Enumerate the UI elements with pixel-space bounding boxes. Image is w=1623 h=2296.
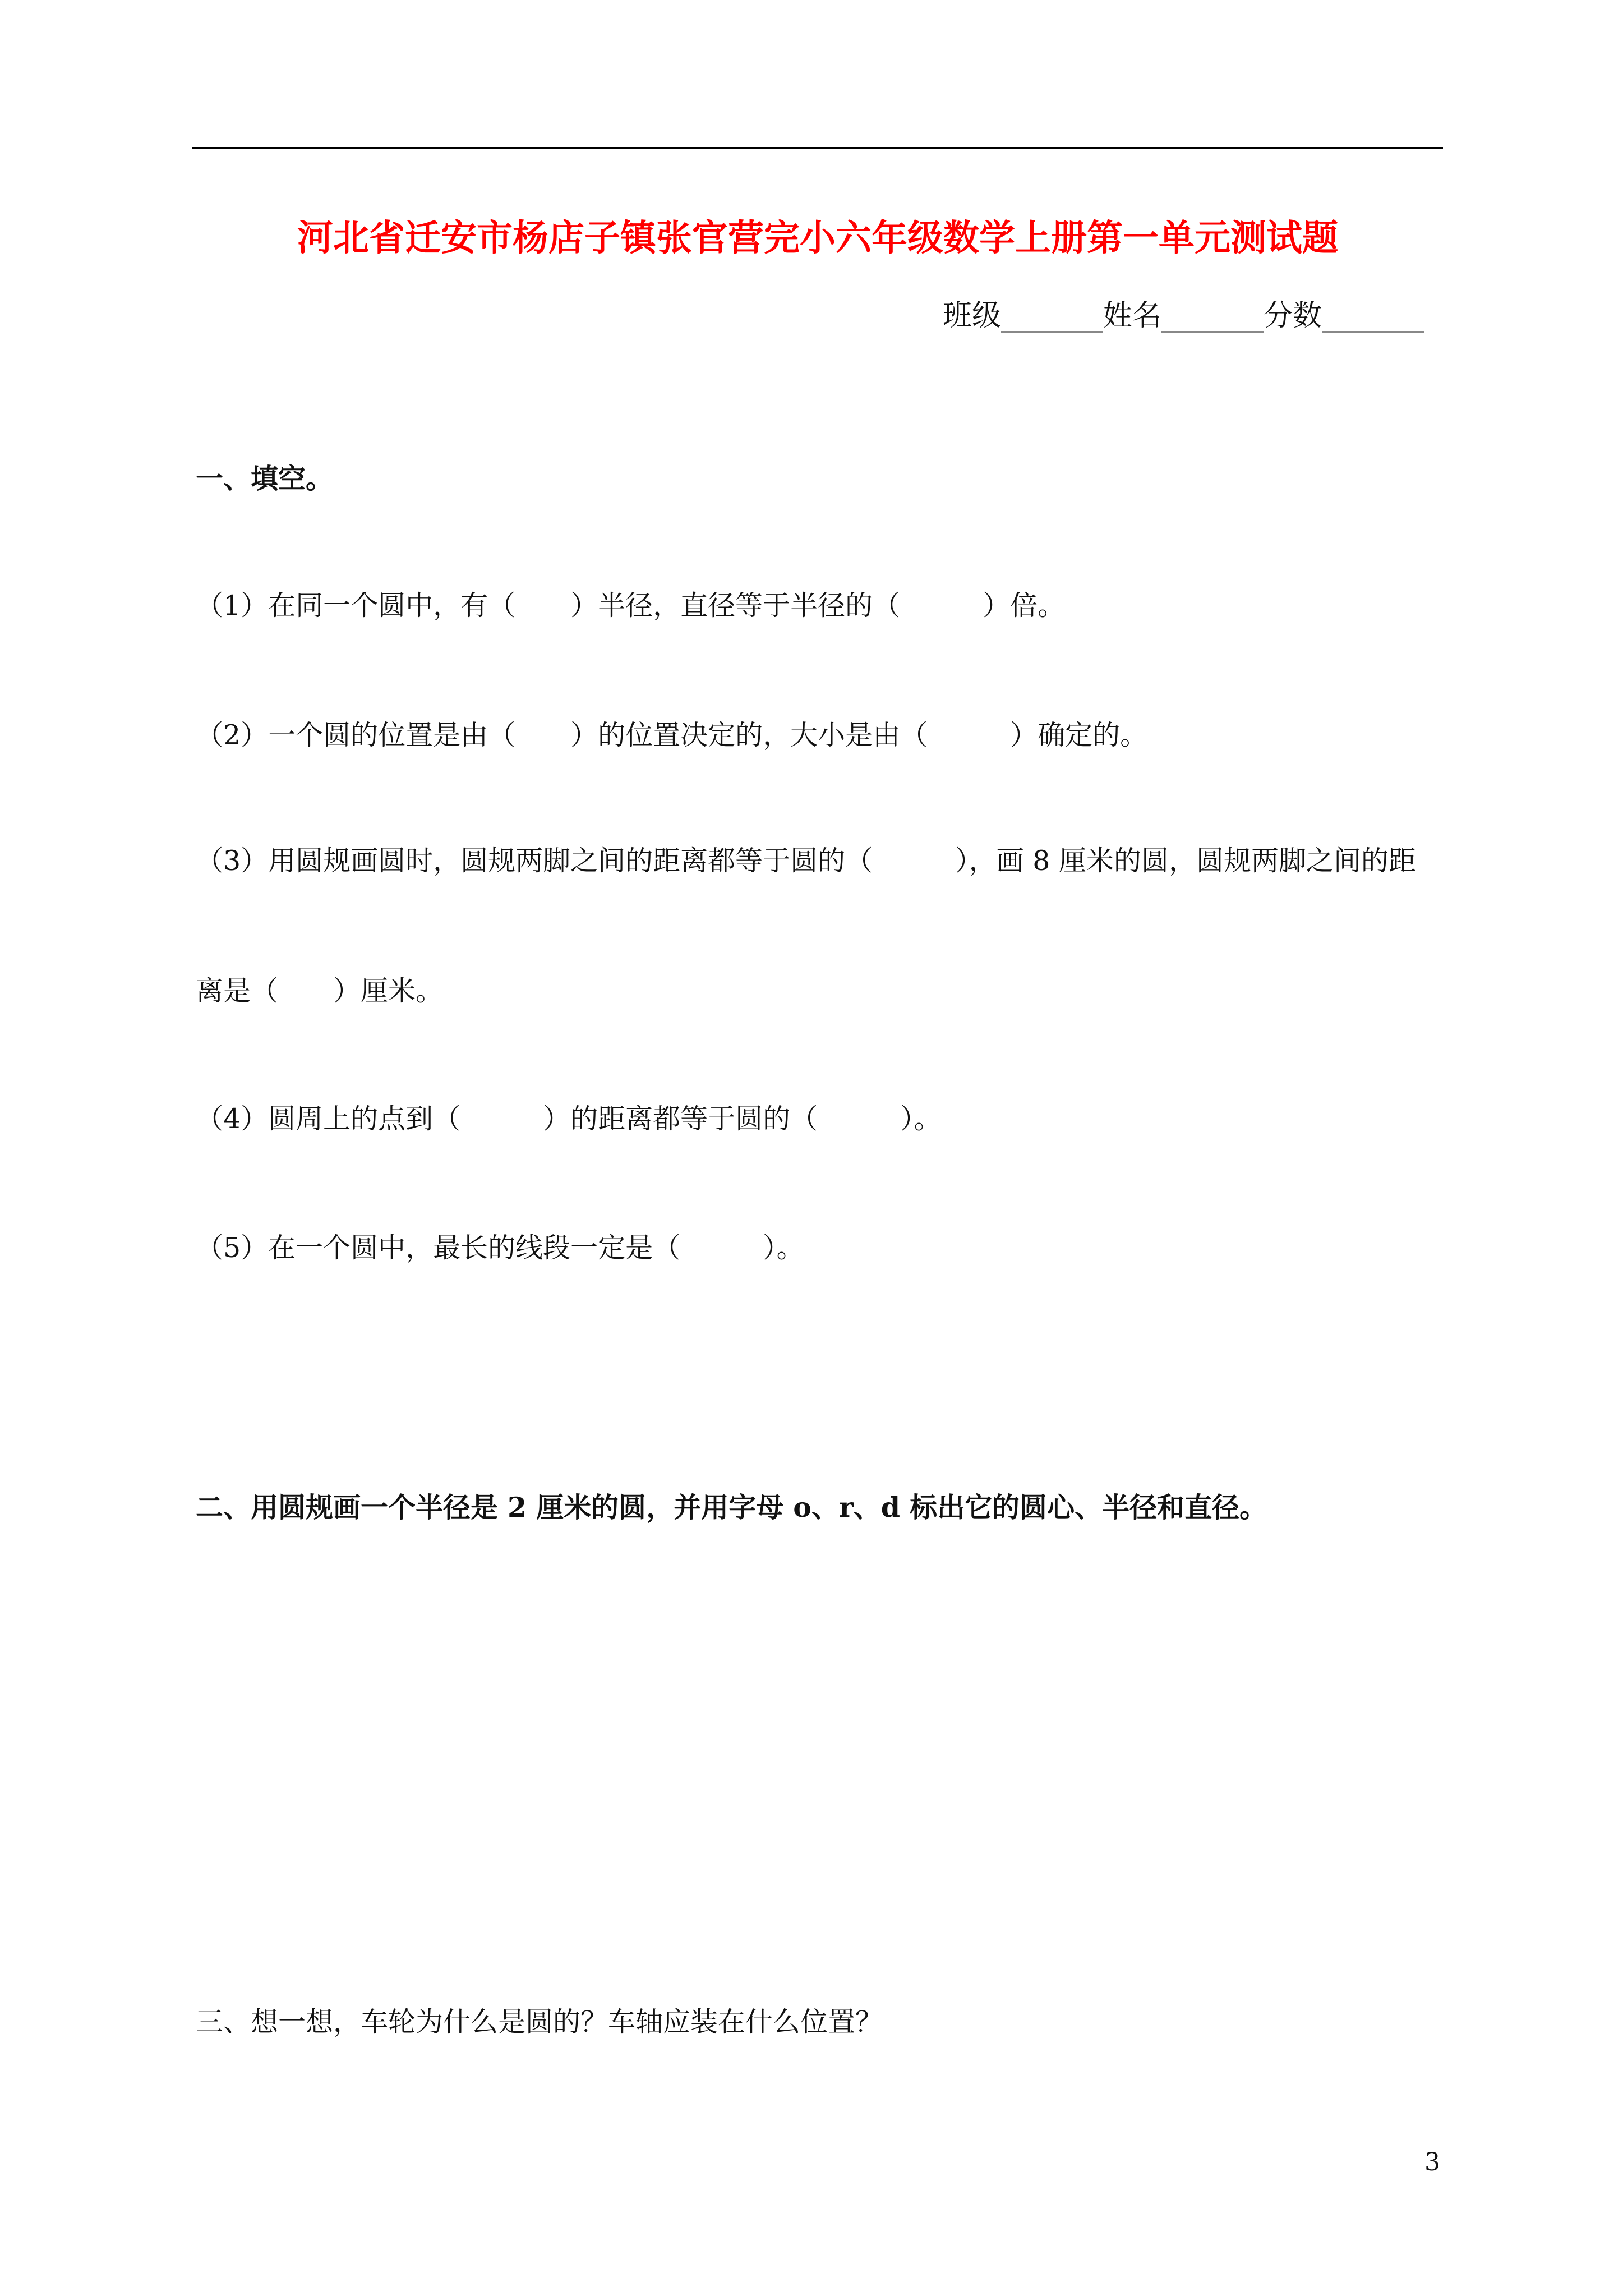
section-2-heading: 二、用圆规画一个半径是 2 厘米的圆，并用字母 o、r、d 标出它的圆心、半径和直径。 (196, 1491, 1267, 1524)
student-info-line: 班级_______姓名_______分数_______ (942, 299, 1424, 333)
question-3-line-2: 离是（ ）厘米。 (196, 975, 444, 1007)
section-1-heading: 一、填空。 (196, 462, 334, 495)
question-3-line-1: （3）用圆规画圆时，圆规两脚之间的距离都等于圆的（ ），画 8 厘米的圆，圆规两脚之间的距 (196, 845, 1417, 877)
document-title: 河北省迁安市杨店子镇张官营完小六年级数学上册第一单元测试题 (297, 217, 1338, 259)
question-1: （1）在同一个圆中，有（ ）半径，直径等于半径的（ ）倍。 (196, 590, 1066, 622)
header-rule (192, 147, 1443, 149)
question-4: （4）圆周上的点到（ ）的距离都等于圆的（ ）。 (196, 1103, 942, 1135)
page-number: 3 (1424, 2148, 1440, 2177)
question-2: （2）一个圆的位置是由（ ）的位置决定的，大小是由（ ）确定的。 (196, 719, 1148, 751)
section-3-heading: 三、想一想，车轮为什么是圆的？车轴应装在什么位置？ (196, 2006, 883, 2038)
question-5: （5）在一个圆中，最长的线段一定是（ ）。 (196, 1232, 804, 1264)
